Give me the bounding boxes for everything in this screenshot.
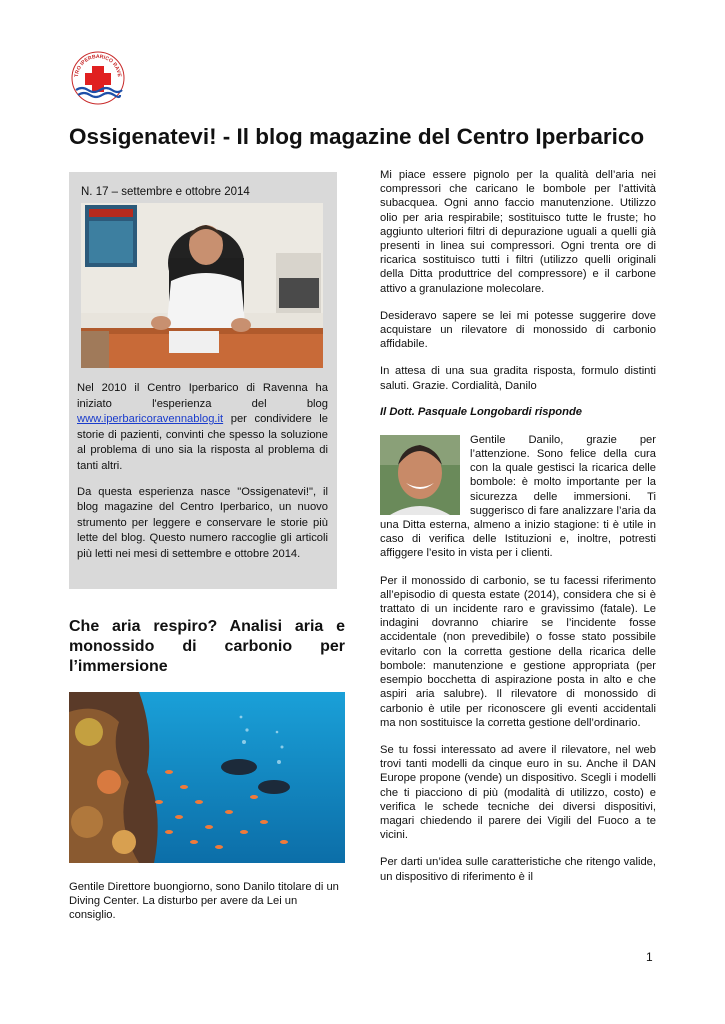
intro-box	[69, 172, 337, 589]
underwater-divers-photo	[69, 692, 345, 863]
article-intro: Gentile Direttore buongiorno, sono Danilo titolare di un Diving Center. La disturbo per avere da Lei un consiglio.	[69, 881, 339, 922]
intro-text-a: Nel 2010 il Centro Iperbarico di Ravenna ha iniziato l'esperienza del blog	[77, 382, 328, 410]
logo-text: TRO IPERBARICO RAVE	[73, 53, 123, 78]
reply-heading: Il Dott. Pasquale Longobardi risponde	[380, 405, 583, 418]
page-title: Ossigenatevi! - Il blog magazine del Centro Iperbarico	[69, 124, 645, 149]
office-portrait-photo	[81, 203, 323, 368]
intro-paragraph-2: Da questa esperienza nasce "Ossigenatevi!", il blog magazine del Centro Iperbarico, un nuovo strumento per leggere e conservare le storie più lette del blog. Questo numero raccoglie gli articoli più letti nei mesi di settembre e ottobre 2014.	[77, 485, 328, 560]
intro-paragraph-1	[77, 381, 328, 475]
left-column	[69, 172, 337, 589]
reply-paragraph-3: Se tu fossi interessato ad avere il rilevatore, nel web trovi tanti modelli da cinque euro in su. Anche il DAN Europe propone (vende) un dispositivo. Scegli i modelli che ti piacciono di più (modalità di utilizzo, costo) e verifica le schede tecniche dei diversi dispositivi, magari chiedendo il parere dei Vigili del Fuoco a te vicini.	[380, 743, 656, 842]
reply-paragraph-2: Per il monossido di carbonio, se tu facessi riferimento all’episodio di questa estate (2014), considera che si è trattato di un incidente raro e gravissimo (fatale). Le indagini dovranno chiarire se l’incidente fosse accidentale (non prevedibile) o fosse stato possibile evitarlo con la corretta gestione della ricarica delle bombole: manutenzione e gestione appropriata (per esempio bocchetta di aspirazione posta in alto e che aspiri aria salubre). Il rilevatore di monossido di carbonio è utile per riconoscere gli eventi accidentali ma non sostituisce la corretta gestione dell’ordinario.	[380, 574, 656, 729]
blog-link[interactable]: www.iperbaricoravennablog.it	[77, 413, 224, 426]
logo	[70, 50, 126, 106]
article-heading: Che aria respiro? Analisi aria e monossido di carbonio per l’immersione	[69, 618, 345, 675]
reply-paragraph-4: Per darti un’idea sulle caratteristiche che ritengo valide, un dispositivo di riferimento è il	[380, 856, 656, 883]
right-column	[380, 168, 656, 897]
intro-box-text	[77, 381, 328, 573]
reply-paragraph-1: Gentile Danilo, grazie per l’attenzione. Sono felice della cura con la quale gestisci la ricarica delle bombole: è molto importante per la sicurezza delle immersioni. Ti suggerisco di fare analizzare l’aria da una Ditta esterna, almeno a inizio stagione: ti è utile in caso di verifica delle Istituzioni e, inoltre, potresti affiggere l’esito in vista per i clienti.	[380, 433, 656, 560]
letter-paragraph-2: Desideravo sapere se lei mi potesse suggerire dove acquistare un rilevatore di monossido di carbonio affidabile.	[380, 309, 656, 351]
intro-text-b: per condividere le storie di pazienti, convinti che spesso la soluzione al problema di uno sia la risposta al problema di tanti altri.	[77, 413, 328, 472]
letter-paragraph-3: In attesa di una sua gradita risposta, formulo distinti saluti. Grazie. Cordialità, Danilo	[380, 365, 656, 392]
letter-paragraph-1: Mi piace essere pignolo per la qualità dell’aria nei compressori che caricano le bombole per l’attività subacquea. Ogni anno faccio manutenzione. Utilizzo olio per aria respirabile; sostituisco tutte le fruste; ho aggiunto ulteriori filtri di depurazione uguali a quelli già presenti in linea sui compressori. Ogni trenta ore di ricarica sostituisco tutti i filtri (utilizzo quelli originali della Ditta produttrice del compressore) e il carbone attivo a granulazione molecolare.	[380, 169, 656, 295]
doctor-portrait-photo	[380, 435, 460, 515]
issue-label: N. 17 – settembre e ottobre 2014	[81, 186, 250, 198]
page-number: 1	[646, 950, 653, 964]
